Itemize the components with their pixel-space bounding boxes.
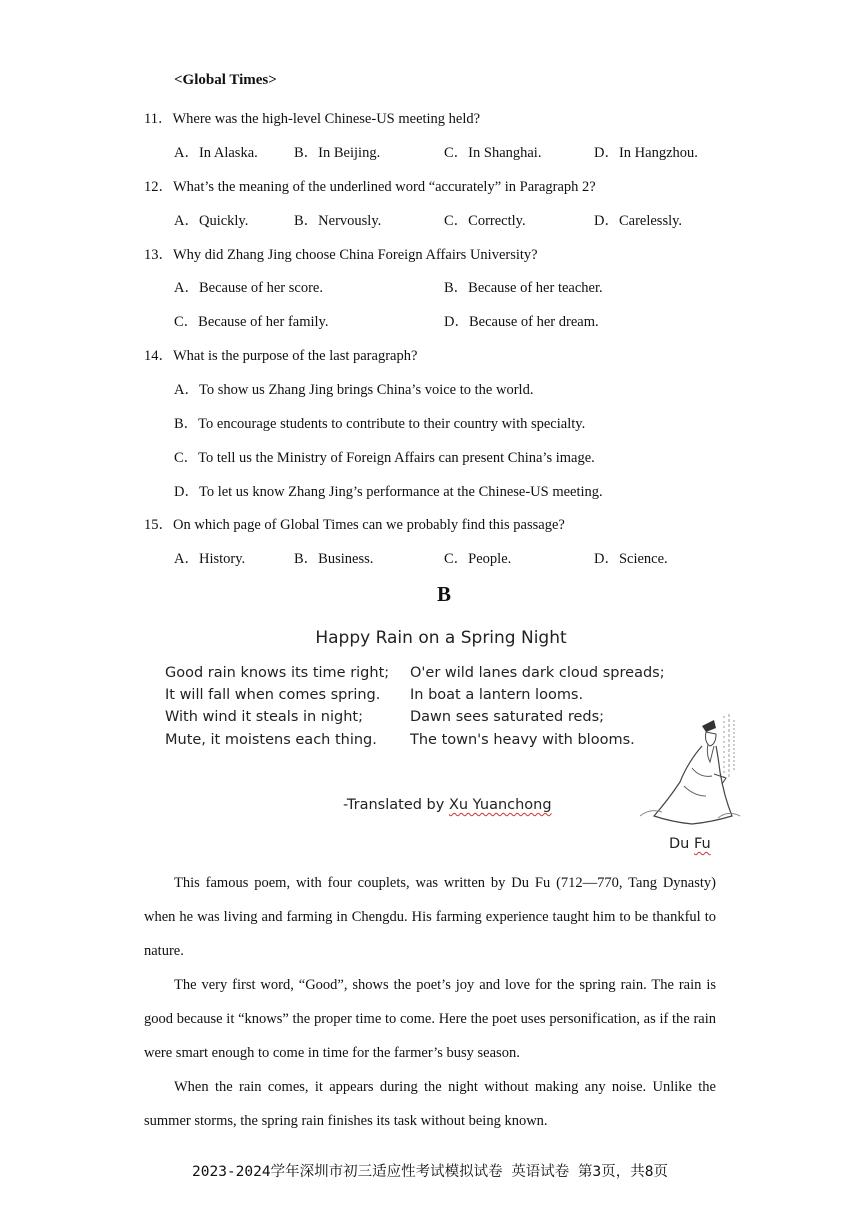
- option-12-c: C．Correctly.: [444, 213, 526, 229]
- question-12: 12．What’s the meaning of the underlined word “accurately” in Paragraph 2?: [144, 179, 596, 195]
- poem-line-6: In boat a lantern looms.: [410, 687, 584, 703]
- option-13-d: D．Because of her dream.: [444, 314, 599, 330]
- option-11-d: D．In Hangzhou.: [594, 145, 698, 161]
- poem-line-1: Good rain knows its time right;: [165, 665, 390, 681]
- option-13-c: C．Because of her family.: [174, 314, 329, 330]
- poem-line-3: With wind it steals in night;: [165, 709, 363, 725]
- poem-title: Happy Rain on a Spring Night: [315, 628, 567, 648]
- page-footer: 2023-2024学年深圳市初三适应性考试模拟试卷 英语试卷 第3页，共8页: [192, 1164, 668, 1180]
- option-15-d: D．Science.: [594, 551, 668, 567]
- option-11-a: A．In Alaska.: [174, 145, 258, 161]
- translator-name: Xu Yuanchong: [448, 797, 552, 813]
- poem-line-5: O'er wild lanes dark cloud spreads;: [410, 665, 665, 681]
- source-label: <Global Times>: [174, 72, 277, 88]
- option-15-b: B．Business.: [294, 551, 374, 567]
- du-fu-portrait-illustration: [632, 712, 744, 830]
- option-14-a: A．To show us Zhang Jing brings China’s voice to the world.: [174, 382, 534, 398]
- poem-line-4: Mute, it moistens each thing.: [165, 732, 377, 748]
- poem-translator: [343, 797, 552, 813]
- option-13-b: B．Because of her teacher.: [444, 280, 603, 296]
- option-12-d: D．Carelessly.: [594, 213, 683, 229]
- option-11-c: C．In Shanghai.: [444, 145, 542, 161]
- poet-first-name: Du: [669, 836, 694, 852]
- question-11: 11．Where was the high-level Chinese-US meeting held?: [144, 111, 481, 127]
- poem-line-2: It will fall when comes spring.: [165, 687, 381, 703]
- paragraph-1: This famous poem, with four couplets, was written by Du Fu (712—770, Tang Dynasty) when he was living and farming in Chengdu. His farming experience taught him to be thankful to nature.: [144, 875, 716, 959]
- section-heading: B: [436, 582, 451, 606]
- poem-line-7: Dawn sees saturated reds;: [410, 709, 605, 725]
- option-15-a: A．History.: [174, 551, 246, 567]
- option-14-d: D．To let us know Zhang Jing’s performance at the Chinese-US meeting.: [174, 484, 603, 500]
- paragraph-3: When the rain comes, it appears during the night without making any noise. Unlike the summer storms, the spring rain finishes its task without being known.: [144, 1079, 716, 1129]
- option-15-c: C．People.: [444, 551, 512, 567]
- poet-name: [669, 836, 711, 852]
- question-14: 14．What is the purpose of the last paragraph?: [144, 348, 418, 364]
- option-14-c: C．To tell us the Ministry of Foreign Affairs can present China’s image.: [174, 450, 595, 466]
- option-13-a: A．Because of her score.: [174, 280, 323, 296]
- option-12-a: A．Quickly.: [174, 213, 249, 229]
- option-14-b: B．To encourage students to contribute to their country with specialty.: [174, 416, 586, 432]
- poem-line-8: The town's heavy with blooms.: [410, 732, 635, 748]
- question-15: 15．On which page of Global Times can we probably find this passage?: [144, 517, 565, 533]
- translator-prefix: -Translated by: [343, 797, 449, 813]
- paragraph-2: The very first word, “Good”, shows the poet’s joy and love for the spring rain. The rain is good because it “knows” the proper time to come. Here the poet uses personification, as if the rain were smart enough to come in time for the farmer’s busy season.: [144, 977, 716, 1061]
- option-11-b: B．In Beijing.: [294, 145, 381, 161]
- question-13: 13．Why did Zhang Jing choose China Foreign Affairs University?: [144, 247, 538, 263]
- option-12-b: B．Nervously.: [294, 213, 382, 229]
- poet-last-name: Fu: [693, 836, 711, 852]
